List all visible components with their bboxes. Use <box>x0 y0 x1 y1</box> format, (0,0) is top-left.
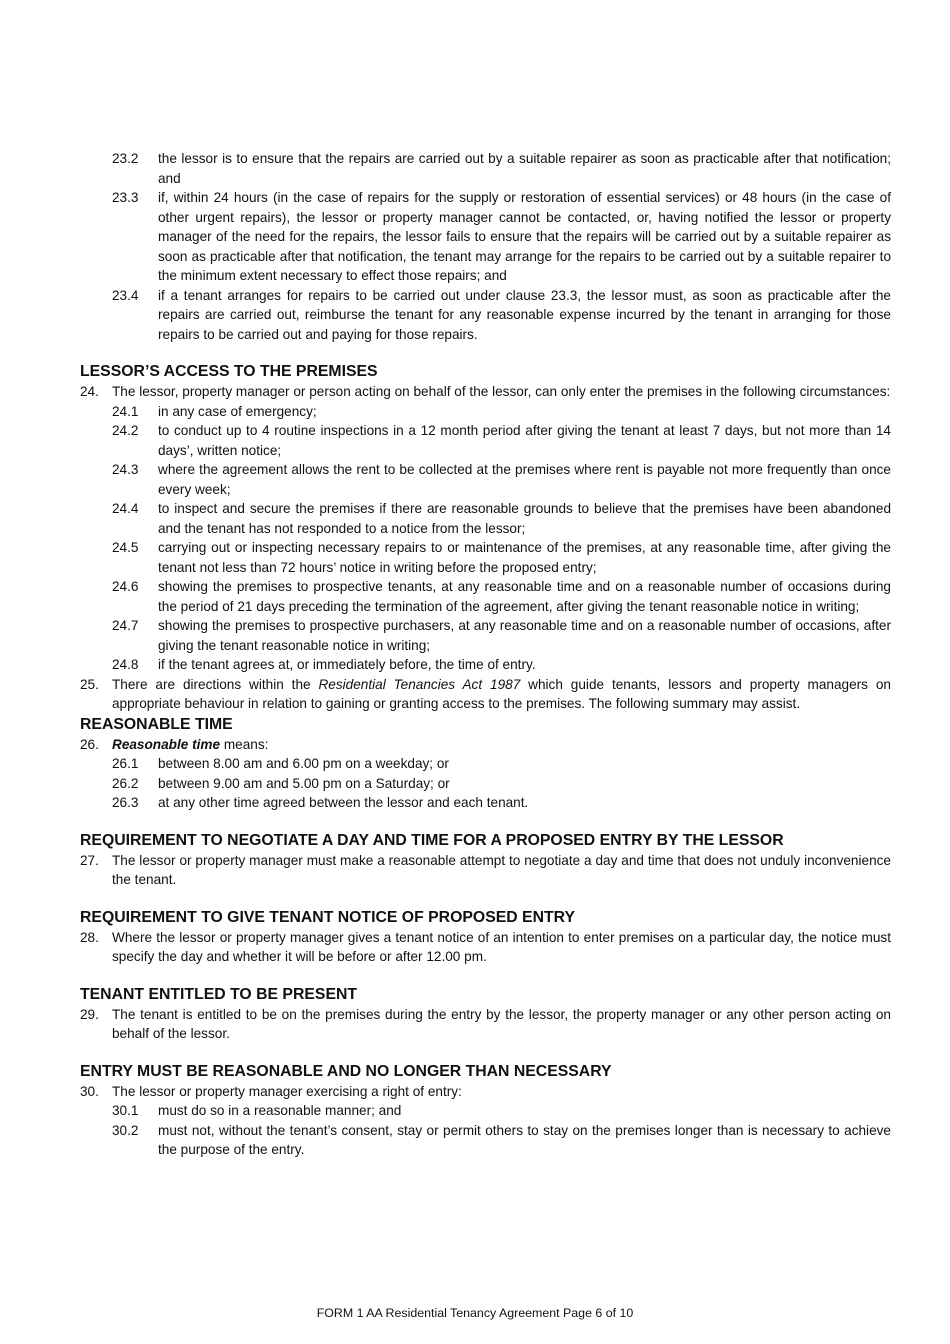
clause-text: between 8.00 am and 6.00 pm on a weekday; or <box>158 756 449 771</box>
clause-text: to conduct up to 4 routine inspections in a 12 month period after giving the tenant at least 7 days, but not more than 14 days’, written notice; <box>158 423 891 458</box>
clause-text: must do so in a reasonable manner; and <box>158 1103 402 1118</box>
clause-text: at any other time agreed between the lessor and each tenant. <box>158 795 529 810</box>
clause-24-2 <box>80 421 891 460</box>
clause-24-8 <box>80 655 891 675</box>
clause-text: where the agreement allows the rent to be collected at the premises where rent is payable not more frequently than once every week; <box>158 462 891 497</box>
clause-number: 24.1 <box>112 403 139 419</box>
clause-text: showing the premises to prospective tenants, at any reasonable time and on a reasonable number of occasions during the period of 21 days preceding the termination of the agreement, after giving the tenant reasonable notice in writing; <box>158 579 891 614</box>
clause-26 <box>80 735 891 755</box>
clause-number: 26.3 <box>112 795 139 810</box>
clause-text: between 9.00 am and 5.00 pm on a Saturday; or <box>158 775 450 791</box>
heading-notice-of-entry: REQUIREMENT TO GIVE TENANT NOTICE OF PROPOSED ENTRY <box>80 908 576 926</box>
clause-number: 25. <box>80 676 99 692</box>
clause-23-4 <box>80 286 891 345</box>
clause-number: 23.4 <box>112 287 139 303</box>
clause-text-end: means: <box>220 736 269 752</box>
page-footer: FORM 1 AA Residential Tenancy Agreement Page 6 of 10 <box>316 1306 634 1320</box>
clause-24-5 <box>80 538 891 577</box>
clause-text-end: which guide tenants, lessors and property managers on appropriate behaviour in relation to gaining or granting access to the premises. The following summary may assist. <box>112 676 891 711</box>
clause-text: to inspect and secure the premises if there are reasonable grounds to believe that the premises have been abandoned and the tenant has not responded to a notice from the lessor; <box>158 501 891 536</box>
clause-number: 26.2 <box>112 775 139 791</box>
clause-24-3 <box>80 460 891 499</box>
clause-30-2 <box>80 1121 891 1160</box>
clause-text-start: There are directions within the <box>112 676 319 692</box>
defined-term: Reasonable time <box>112 736 221 752</box>
clause-text: the lessor is to ensure that the repairs are carried out by a suitable repairer as soon as practicable after that notification; and <box>158 151 891 186</box>
clause-text: if the tenant agrees at, or immediately before, the time of entry. <box>158 657 536 672</box>
clause-number: 26.1 <box>112 756 139 771</box>
clause-text: must not, without the tenant’s consent, stay or permit others to stay on the premises longer than is necessary to achieve the purpose of the entry. <box>158 1122 891 1157</box>
heading-entry-reasonable: ENTRY MUST BE REASONABLE AND NO LONGER THAN NECESSARY <box>80 1062 612 1080</box>
clause-number: 24.7 <box>112 618 139 633</box>
clause-24 <box>80 382 891 402</box>
clause-number: 28. <box>80 929 99 945</box>
clause-text: if, within 24 hours (in the case of repairs for the supply or restoration of essential services) or 48 hours (in the case of other urgent repairs), the lessor or property manager cannot be contacted, or, having notified the lessor or property manager of the need for the repairs, the lessor fails to ensure that the repairs will be carried out by a suitable repairer as soon as practicable after that notification, the tenant may arrange for the repairs to be carried out by a suitable repairer to the minimum extent necessary to effect those repairs; and <box>158 190 891 283</box>
clause-number: 24.8 <box>112 657 139 672</box>
clause-30 <box>80 1082 891 1102</box>
heading-lessors-access: LESSOR’S ACCESS TO THE PREMISES <box>80 363 378 380</box>
heading-tenant-present: TENANT ENTITLED TO BE PRESENT <box>80 985 358 1003</box>
clause-28 <box>80 928 891 967</box>
clause-number: 24.5 <box>112 540 139 555</box>
clause-text: The tenant is entitled to be on the premises during the entry by the lessor, the property manager or any other person acting on behalf of the lessor. <box>112 1006 891 1041</box>
clause-number: 24.2 <box>112 423 139 438</box>
clause-27 <box>80 851 891 890</box>
clause-29 <box>80 1005 891 1044</box>
heading-negotiate-day-time: REQUIREMENT TO NEGOTIATE A DAY AND TIME FOR A PROPOSED ENTRY BY THE LESSOR <box>80 831 784 849</box>
clause-number: 26. <box>80 736 99 752</box>
clause-24-7 <box>80 616 891 655</box>
clause-30-1 <box>80 1101 891 1121</box>
clause-number: 30. <box>80 1083 99 1099</box>
clause-26-2 <box>80 774 891 794</box>
clause-number: 27. <box>80 852 99 868</box>
clause-text: in any case of emergency; <box>158 403 317 419</box>
clause-text: The lessor, property manager or person acting on behalf of the lessor, can only enter the premises in the following circumstances: <box>112 384 891 399</box>
clause-23-2 <box>80 149 891 188</box>
clause-24-6 <box>80 577 891 616</box>
act-title: Residential Tenancies Act 1987 <box>318 676 521 692</box>
clause-number: 24. <box>80 384 99 399</box>
clause-text: Where the lessor or property manager gives a tenant notice of an intention to enter premises on a particular day, the notice must specify the day and whether it will be before or after 12.00 pm. <box>112 929 891 964</box>
clause-number: 24.6 <box>112 579 139 594</box>
clause-text: carrying out or inspecting necessary repairs to or maintenance of the premises, at any reasonable time, after giving the tenant not less than 72 hours’ notice in writing before the proposed entry; <box>158 540 891 575</box>
clause-number: 23.2 <box>112 151 139 166</box>
clause-number: 24.3 <box>112 462 139 477</box>
clause-text: if a tenant arranges for repairs to be carried out under clause 23.3, the lessor must, as soon as practicable after the repairs are carried out, reimburse the tenant for any reasonable expense incurred by the tenant in arranging for those repairs to be carried out and paying for those repairs. <box>158 287 891 342</box>
clause-number: 30.1 <box>112 1103 139 1118</box>
heading-reasonable-time: REASONABLE TIME <box>80 715 233 733</box>
document-body <box>80 149 891 1160</box>
clause-number: 24.4 <box>112 501 139 516</box>
clause-24-1 <box>80 402 891 422</box>
clause-26-3 <box>80 793 891 813</box>
clause-26-1 <box>80 754 891 774</box>
clause-25 <box>80 675 891 714</box>
clause-number: 29. <box>80 1006 99 1022</box>
clause-text <box>112 675 891 714</box>
clause-text: The lessor or property manager must make a reasonable attempt to negotiate a day and time that does not unduly inconvenience the tenant. <box>112 852 891 887</box>
clause-text: The lessor or property manager exercising a right of entry: <box>112 1083 462 1099</box>
clause-text <box>112 735 891 755</box>
clause-24-4 <box>80 499 891 538</box>
clause-number: 30.2 <box>112 1122 139 1138</box>
clause-text: showing the premises to prospective purchasers, at any reasonable time and on a reasonable number of occasions, after giving the tenant reasonable notice in writing; <box>158 618 891 653</box>
clause-23-3 <box>80 188 891 286</box>
clause-number: 23.3 <box>112 190 139 205</box>
